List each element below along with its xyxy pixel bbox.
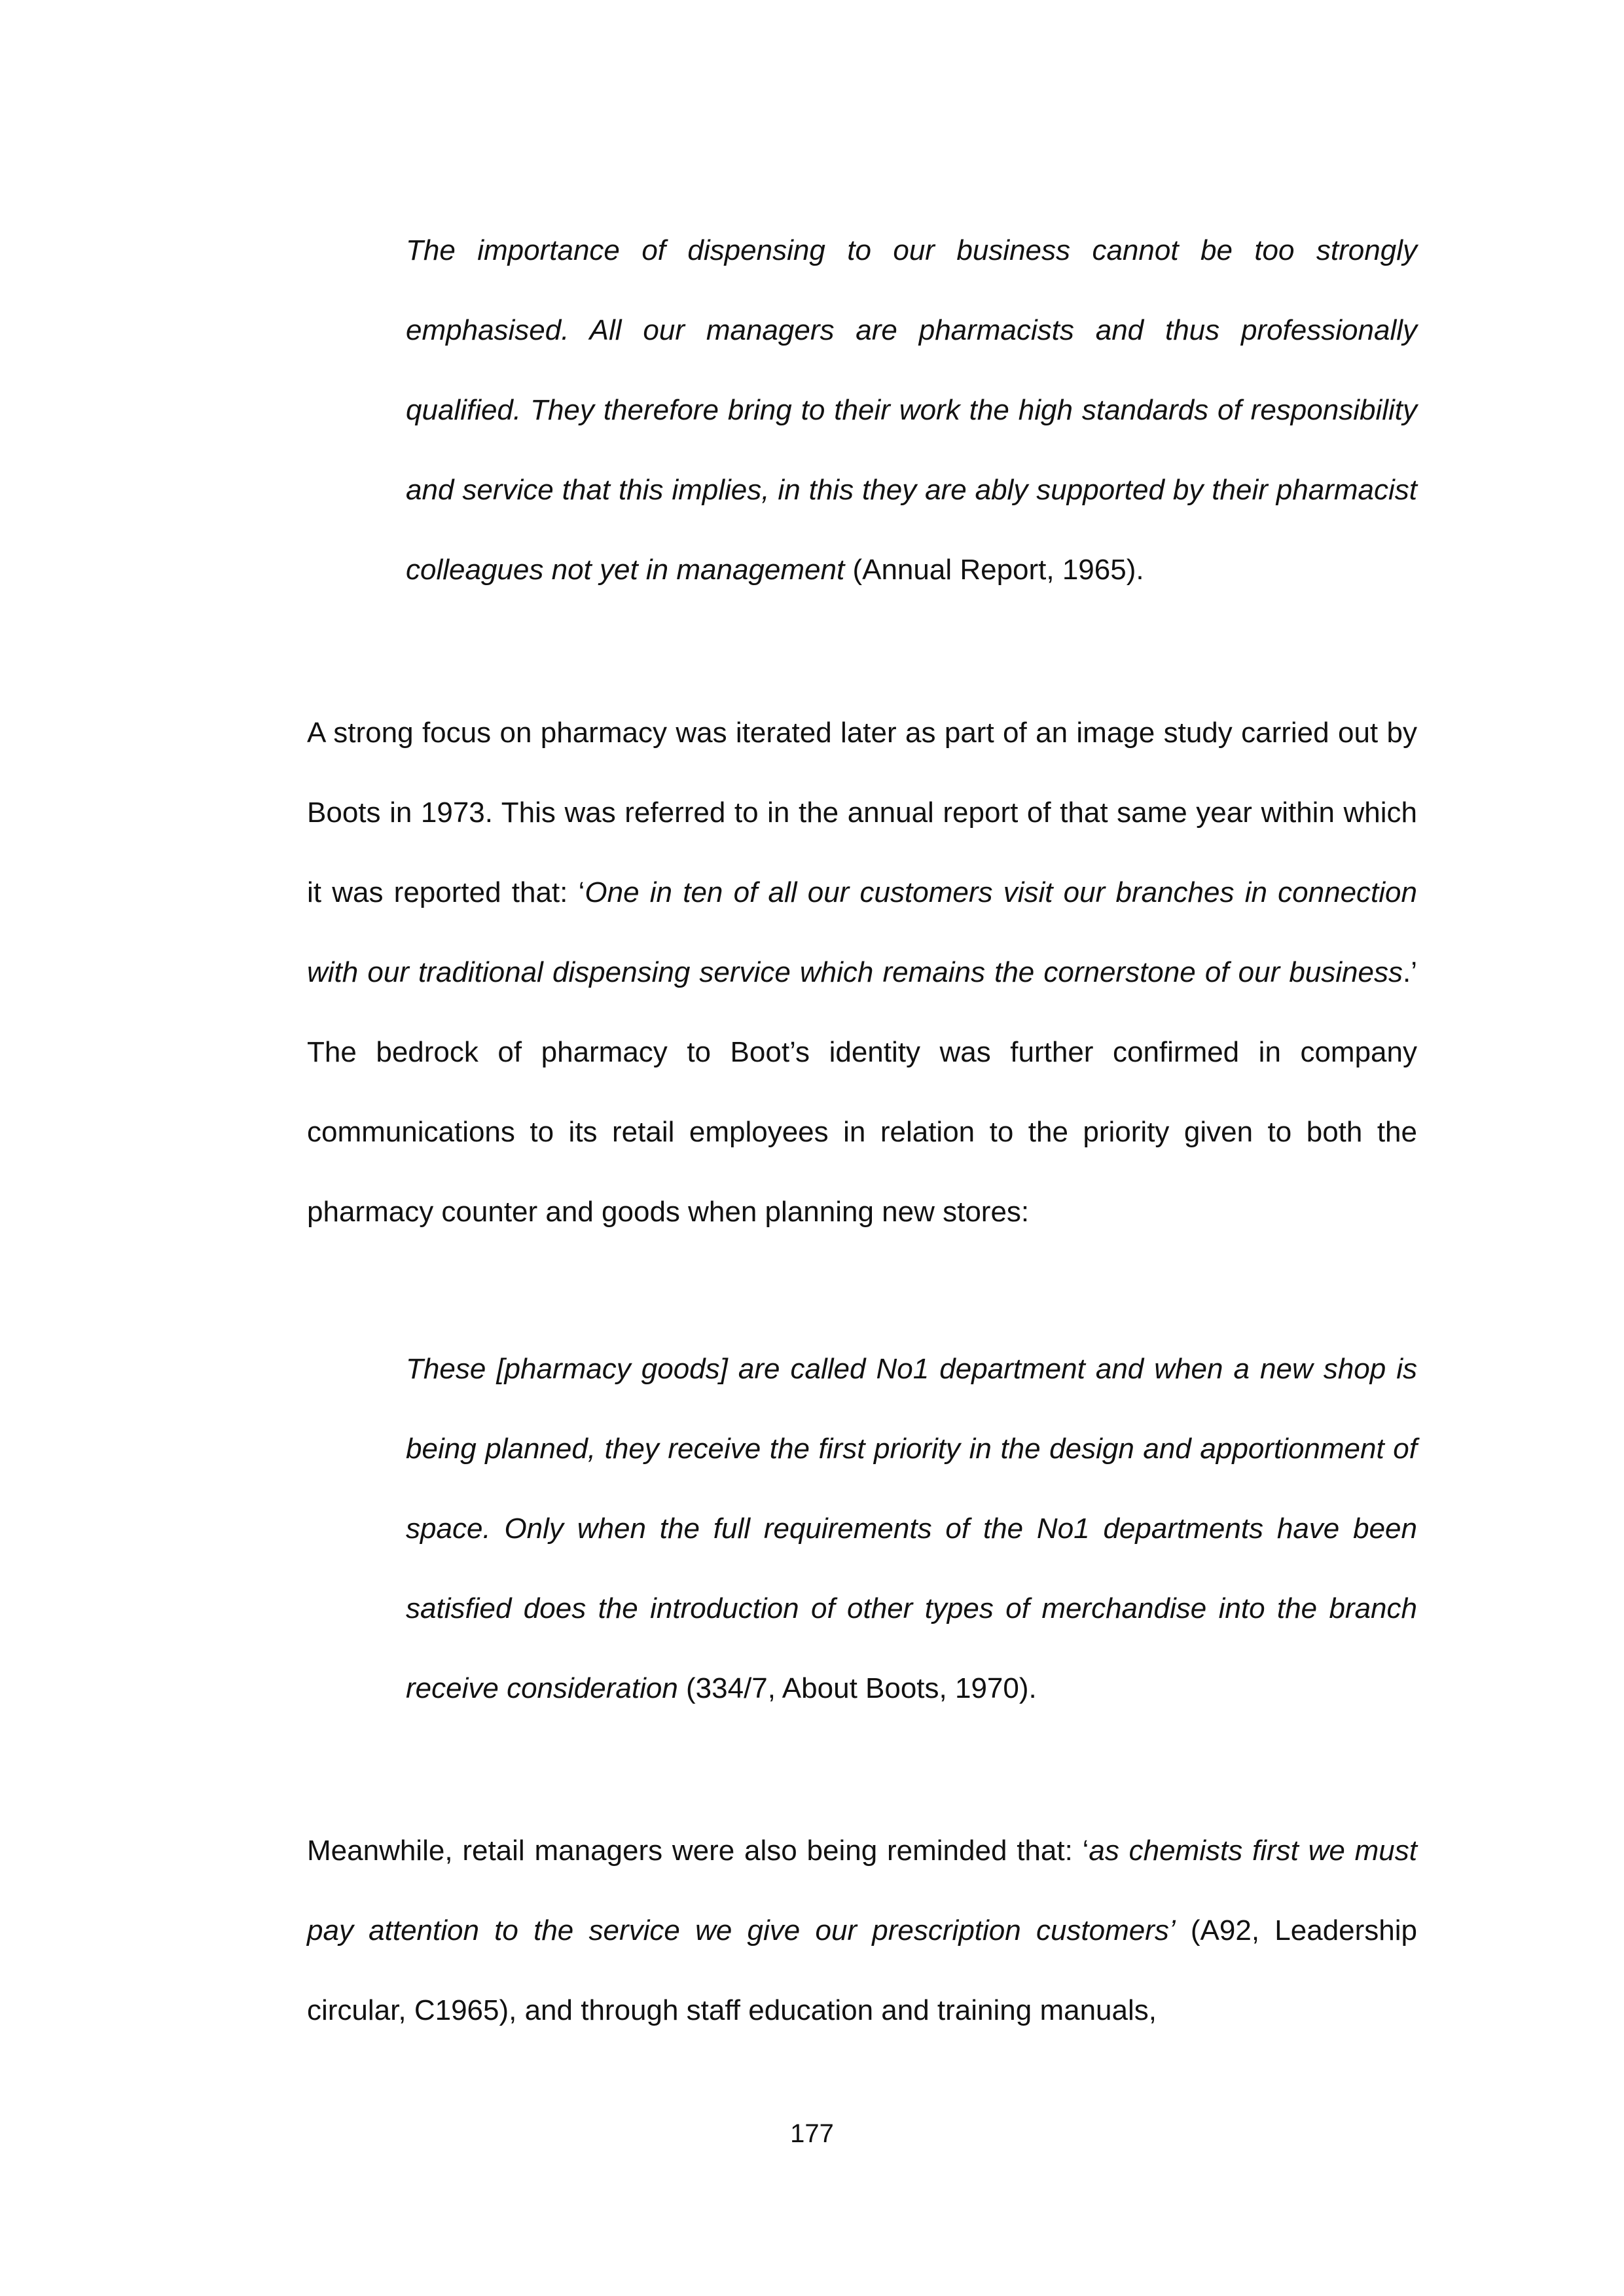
paragraph-text: .’ The bedrock of pharmacy to Boot’s identity was further confirmed in company communications to its retail employees in relation to the priority given to both the pharmacy counter and goods when planning new stores: — [307, 956, 1417, 1228]
paragraph-text: (A92, Leadership circular, C1965), and through staff education and training manuals, — [307, 1914, 1418, 2026]
quote-text: These [pharmacy goods] are called No1 department and when a new shop is being planned, they receive the first priority in the design and apportionment of space. Only when the full requirements of the No1 departments have been satisfied does the introduction of other types of merchandise into the branch receive consideration — [406, 1353, 1417, 1704]
body-paragraph-image-study — [307, 693, 1417, 1252]
block-quote-annual-report — [406, 211, 1417, 610]
quote-citation: (334/7, About Boots, 1970). — [677, 1672, 1037, 1704]
body-paragraph-retail-managers — [307, 1811, 1417, 2051]
paragraph-text: Meanwhile, retail managers were also being reminded that: ‘ — [307, 1835, 1089, 1867]
quote-text: The importance of dispensing to our business cannot be too strongly emphasised. All our managers are pharmacists and thus professionally qualified. They therefore bring to their work the high standards of responsibility and service that this implies, in this they are ably supported by their pharmacist colleagues not yet in management — [406, 234, 1417, 586]
inline-quote: One in ten of all our customers visit our branches in connection with our traditional dispensing service which remains the cornerstone of our business — [307, 876, 1417, 988]
block-quote-about-boots — [406, 1329, 1417, 1729]
paragraph-text: A strong focus on pharmacy was iterated later as part of an image study carried out by Boots in 1973. This was referred to in the annual report of that same year within which it was reported that: ‘ — [307, 717, 1417, 908]
quote-citation: (Annual Report, 1965). — [844, 554, 1144, 586]
page-number: 177 — [790, 2119, 834, 2148]
inline-quote: as chemists first we must pay attention to the service we give our prescription customers’ — [307, 1835, 1417, 1946]
